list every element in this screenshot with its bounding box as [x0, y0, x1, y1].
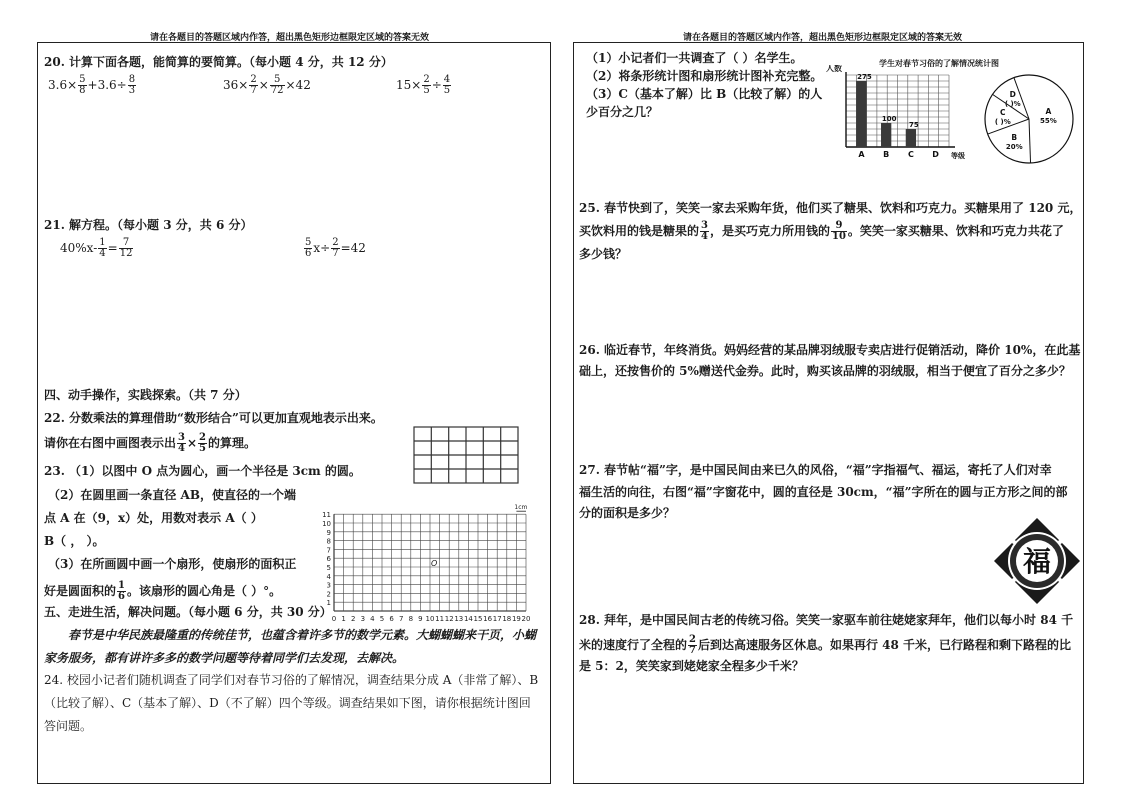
q23-line-4: B（ ， ）。: [44, 534, 105, 548]
pie-slice-label: D: [1009, 90, 1016, 100]
q23-coordinate-grid[interactable]: [316, 503, 550, 627]
q24-line-1: 24. 校园小记者们随机调查了同学们对春节习俗的了解情况，调查结果分成 A（非常了解）、B: [44, 673, 539, 687]
x-tick-label: 1: [341, 615, 346, 623]
x-tick-label: 3: [360, 615, 366, 623]
bar-chart: [824, 65, 974, 170]
x-tick-label: 19: [511, 615, 521, 623]
x-tick-label: 17: [492, 615, 502, 623]
pie-slice-label: A: [1045, 107, 1052, 117]
q25-line-2: 买饮料用的钱是糖果的 $\frac{3}{4}$ ，是买巧克力所用钱的 $\frac{9}{10}$ 。笑笑一家买糖果、饮料和巧克力共花了: [579, 220, 1064, 242]
q28-line-2: 米的速度行了全程的 $\frac{2}{7}$ 后到达高速服务区休息。如果再行 48 千米，已行路程和剩下路程的比: [579, 634, 1072, 656]
x-tick-label: 5: [379, 615, 385, 623]
q28-line-1: 28. 拜年，是中国民间古老的传统习俗。笑笑一家驱车前往姥姥家拜年，他们以每小时 84 千: [579, 613, 1074, 627]
q22-line-1: 22. 分数乘法的算理借助“数形结合”可以更加直观地表示出来。: [44, 411, 383, 425]
y-tick-label: 4: [326, 572, 331, 581]
x-tick-label: 10: [425, 615, 435, 623]
bar-category-label: D: [932, 150, 939, 159]
x-tick-label: 8: [408, 615, 414, 623]
intro-line-1: 春节是中华民族最隆重的传统佳节，也蕴含着许多节的数学元素。大蝴蝴蝴来干页，小蝴: [68, 628, 537, 642]
q22-line-2: 请你在右图中画图表示出 $\frac{3}{4}$ × $\frac{2}{5}$ 的算理。: [44, 432, 257, 454]
q24-sub-3a: （3）C（基本了解）比 B（比较了解）的人: [586, 87, 823, 101]
bar-data-label: 275: [857, 73, 872, 81]
q24-sub-2: （2）将条形统计图和扇形统计图补充完整。: [586, 69, 823, 83]
bar-category-label: B: [883, 150, 890, 159]
x-tick-label: 15: [473, 615, 483, 623]
q20-expr-2: 36× $\frac{2}{7}$ × $\frac{5}{72}$ ×42: [223, 74, 311, 96]
q26-line-1: 26. 临近春节，年终消货。妈妈经营的某品牌羽绒服专卖店进行促销活动，降价 10%，在此基: [579, 343, 1081, 357]
pie-slice-label: C: [1000, 107, 1006, 117]
fu-character: 福: [1022, 545, 1052, 578]
point-o-label: O: [431, 559, 438, 568]
x-tick-label: 2: [350, 615, 356, 623]
bar: [856, 81, 866, 147]
bar-x-axis-label: 等级: [951, 152, 965, 160]
q24-line-3: 答问题。: [44, 719, 93, 733]
q21-equation-2: $\frac{5}{6}$ x÷ $\frac{2}{7}$ =42: [305, 237, 366, 259]
q26-line-2: 础上，还按售价的 5%赠送代金券。此时，购买该品牌的羽绒服，相当于便宜了百分之多少？: [579, 364, 1071, 378]
y-tick-label: 1: [326, 599, 331, 608]
left-answer-panel: [37, 42, 551, 784]
chart-title: 学生对春节习俗的了解情况统计图: [879, 58, 999, 68]
q24-sub-3b: 少百分之几？: [586, 105, 659, 119]
pie-percent-label: ( )%: [1004, 100, 1021, 109]
q23-line-5: （3）在所画圆中画一个扇形，使扇形的面积正: [48, 557, 297, 571]
x-tick-label: 11: [435, 615, 445, 623]
q23-line-1: 23. （1）以图中 O 点为圆心，画一个半径是 3cm 的圆。: [44, 464, 361, 478]
x-tick-label: 4: [370, 615, 375, 623]
right-header-note: 请在各题目的答题区域内作答，超出黑色矩形边框限定区域的答案无效: [683, 33, 963, 43]
y-tick-label: 8: [326, 537, 331, 546]
y-tick-label: 6: [326, 555, 331, 564]
x-tick-label: 6: [389, 615, 394, 623]
x-tick-label: 9: [418, 615, 423, 623]
pie-chart: [977, 71, 1081, 167]
x-tick-label: 13: [454, 615, 464, 623]
bar-data-label: 75: [909, 121, 919, 129]
x-tick-label: 14: [463, 615, 473, 623]
bar: [906, 129, 916, 147]
y-tick-label: 11: [322, 511, 331, 520]
section-4-title: 四、动手操作，实践探索。（共 7 分）: [44, 388, 247, 402]
q23-line-6: 好是圆面积的 $\frac{1}{6}$ 。该扇形的圆心角是（ ）°。: [44, 580, 282, 602]
q23-line-3: 点 A 在（9，x）处，用数对表示 A（ ）: [44, 511, 263, 525]
left-header-note: 请在各题目的答题区域内作答，超出黑色矩形边框限定区域的答案无效: [150, 33, 430, 43]
q21-title: 21. 解方程。（每小题 3 分，共 6 分）: [44, 218, 253, 232]
x-tick-label: 18: [502, 615, 512, 623]
y-tick-label: 2: [326, 590, 331, 599]
y-tick-label: 3: [326, 581, 331, 590]
q22-rectangle-grid[interactable]: [413, 426, 519, 484]
y-tick-label: 10: [322, 520, 331, 528]
bar-data-label: 100: [881, 115, 897, 123]
q20-title: 20. 计算下面各题，能简算的要简算。（每小题 4 分，共 12 分）: [44, 55, 393, 69]
x-tick-label: 20: [521, 615, 531, 623]
fu-paper-cut-figure: [992, 516, 1082, 606]
pie-slice-label: B: [1011, 132, 1018, 142]
scale-label: 1cm: [514, 504, 528, 512]
pie-percent-label: 55%: [1040, 117, 1057, 126]
q23-line-2: （2）在圆里画一条直径 AB，使直径的一个端: [48, 488, 296, 502]
y-tick-label: 5: [326, 564, 331, 572]
q27-line-1: 27. 春节帖“福”字，是中国民间由来已久的风俗，“福”字指福气、福运，寄托了人们对幸: [579, 463, 1052, 477]
x-tick-label: 12: [444, 615, 454, 623]
q24-sub-1: （1）小记者们一共调查了（ ）名学生。: [586, 51, 803, 65]
q25-line-1: 25. 春节快到了，笑笑一家去采购年货，他们买了糖果、饮料和巧克力。买糖果用了 120 元，: [579, 201, 1082, 215]
q20-expr-3: 15× $\frac{2}{5}$ ÷ $\frac{4}{5}$: [396, 74, 451, 96]
q27-line-2: 福生活的向往，右图“福”字窗花中，圆的直径是 30cm，“福”字所在的圆与正方形之间的部: [579, 485, 1068, 499]
x-tick-label: 16: [483, 615, 493, 623]
q20-expr-1: 3.6× $\frac{5}{8}$ +3.6÷ $\frac{8}{3}$: [48, 74, 136, 96]
y-tick-label: 7: [326, 546, 331, 555]
y-tick-label: 9: [326, 528, 331, 537]
pie-percent-label: 20%: [1005, 142, 1023, 151]
q25-line-3: 多少钱？: [579, 247, 628, 261]
x-tick-label: 7: [398, 615, 404, 623]
q27-line-3: 分的面积是多少？: [579, 506, 676, 520]
right-answer-panel: [573, 42, 1084, 784]
q24-line-2: （比较了解）、C（基本了解）、D（不了解）四个等级。调查结果如下图，请你根据统计图回: [44, 696, 531, 710]
bar: [881, 123, 891, 147]
bar-category-label: A: [858, 150, 865, 159]
intro-line-2: 家务服务，都有讲许多多的数学问题等待着同学们去发现，去解决。: [44, 651, 405, 665]
bar-y-axis-label: 人数: [826, 65, 842, 73]
bar-category-label: C: [907, 150, 914, 159]
q21-equation-1: 40%x- $\frac{1}{4}$ = $\frac{7}{12}$: [60, 237, 133, 259]
section-5-title: 五、走进生活，解决问题。（每小题 6 分，共 30 分）: [44, 605, 332, 619]
x-tick-label: 0: [331, 615, 337, 623]
pie-percent-label: ( )%: [994, 117, 1011, 126]
q28-line-3: 是 5：2，笑笑家到姥姥家全程多少千米？: [579, 659, 804, 673]
